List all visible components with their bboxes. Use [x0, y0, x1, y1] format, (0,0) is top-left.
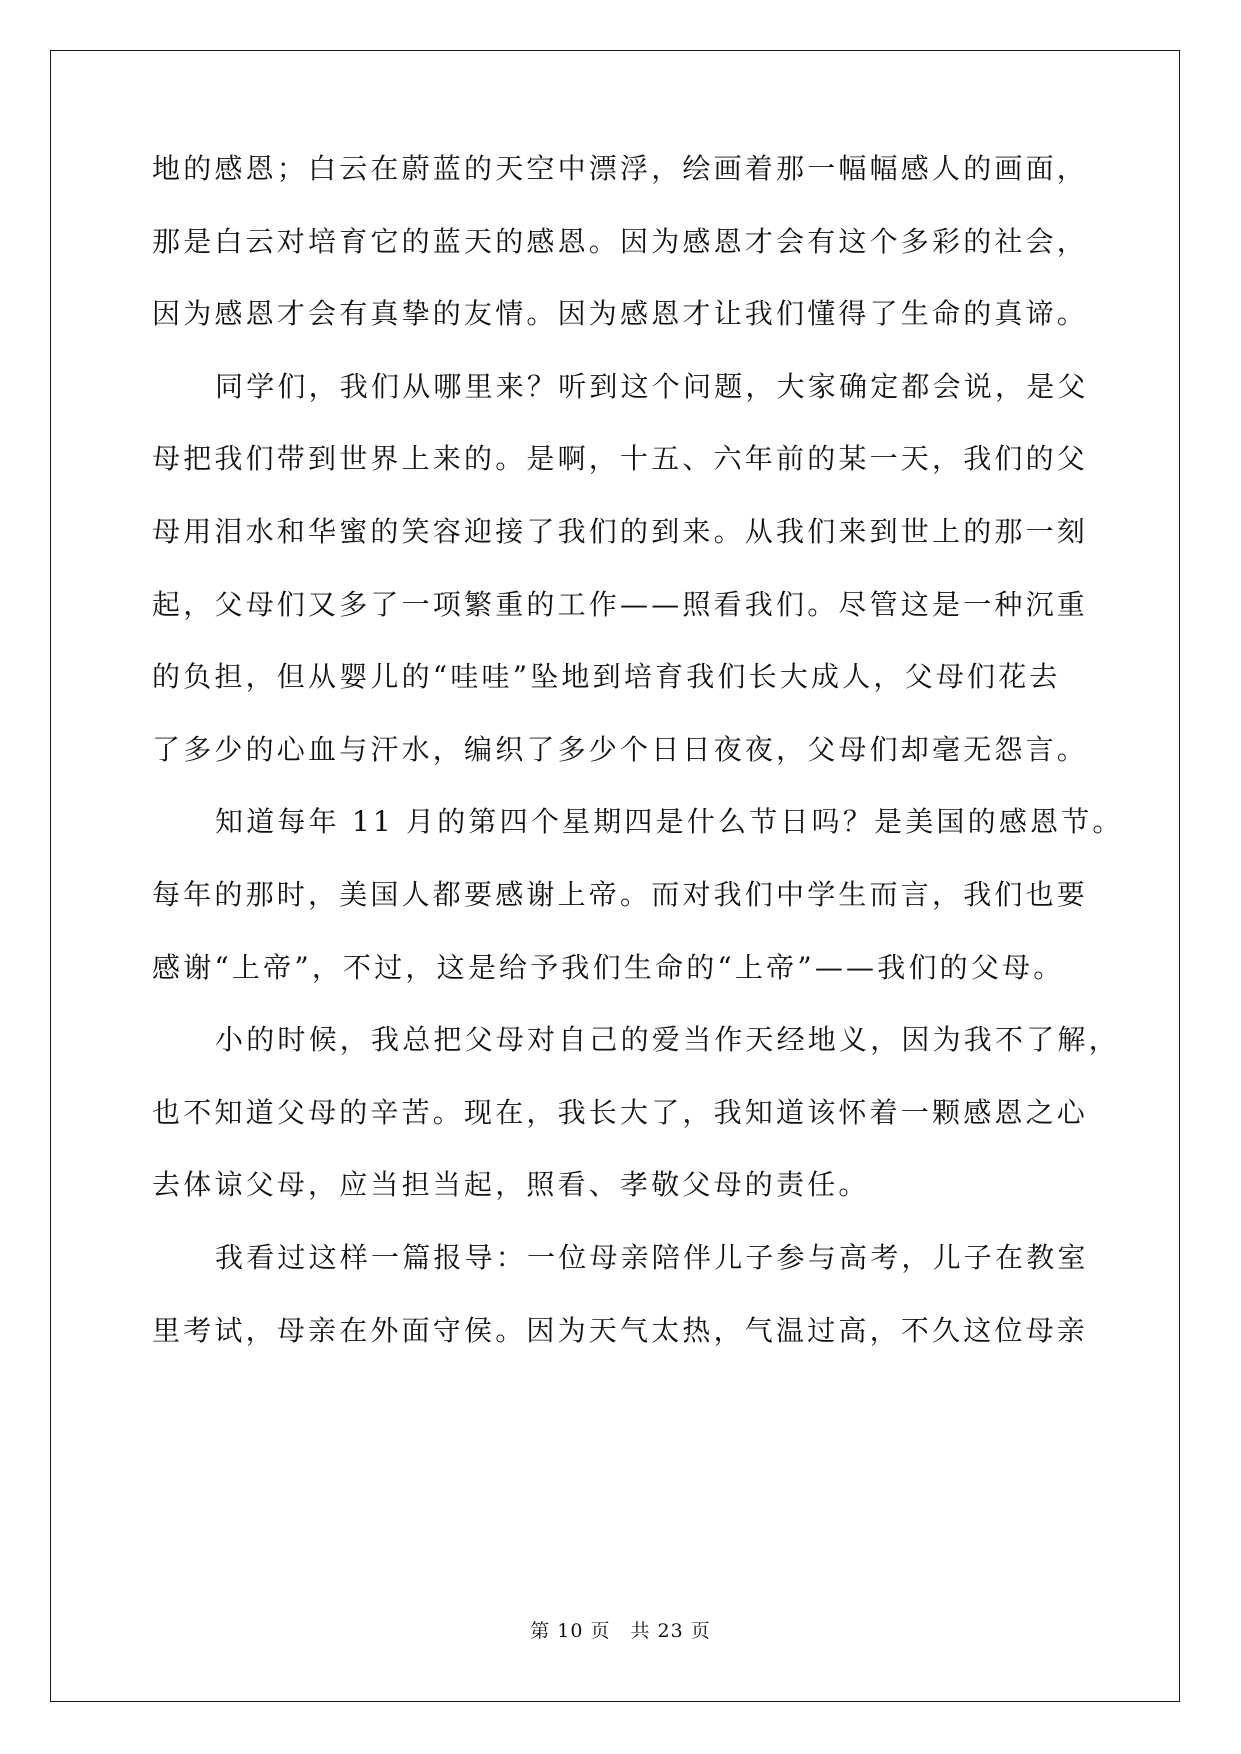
text-line: 了多少的心血与汗水，编织了多少个日日夜夜，父母们却毫无怨言。 — [152, 732, 1089, 766]
text-line: 我看过这样一篇报导：一位母亲陪伴儿子参与高考，儿子在教室 — [215, 1241, 1089, 1274]
text-line: 感谢“上帝”，不过，这是给予我们生命的“上帝”——我们的父母。 — [152, 950, 1065, 984]
text-line: 地的感恩；白云在蔚蓝的天空中漂浮，绘画着那一幅幅感人的画面， — [152, 152, 1089, 185]
text-line: 知道每年 11 月的第四个星期四是什么节日吗？是美国的感恩节。 — [215, 805, 1124, 839]
text-line: 起，父母们又多了一项繁重的工作——照看我们。尽管这是一种沉重 — [152, 587, 1089, 621]
text-line: 小的时候，我总把父母对自己的爱当作天经地义，因为我不了解， — [215, 1023, 1120, 1057]
text-line: 母把我们带到世界上来的。是啊，十五、六年前的某一天，我们的父 — [152, 442, 1089, 476]
page-number-footer: 第 10 页 共 23 页 — [530, 1620, 711, 1642]
text-line: 的负担，但从婴儿的“哇哇”坠地到培育我们长大成人，父母们花去 — [152, 660, 1061, 694]
text-line: 因为感恩才会有真挚的友情。因为感恩才让我们懂得了生命的真谛。 — [152, 297, 1089, 331]
text-line: 也不知道父母的辛苦。现在，我长大了，我知道该怀着一颗感恩之心 — [152, 1095, 1089, 1129]
text-line: 里考试，母亲在外面守侯。因为天气太热，气温过高，不久这位母亲 — [152, 1313, 1089, 1347]
text-line: 那是白云对培育它的蓝天的感恩。因为感恩才会有这个多彩的社会， — [152, 224, 1089, 258]
text-line: 同学们，我们从哪里来？听到这个问题，大家确定都会说，是父 — [215, 369, 1089, 403]
text-line: 母用泪水和华蜜的笑容迎接了我们的到来。从我们来到世上的那一刻 — [152, 515, 1089, 548]
text-line: 去体谅父母，应当担当起，照看、孝敬父母的责任。 — [152, 1168, 870, 1202]
text-line: 每年的那时，美国人都要感谢上帝。而对我们中学生而言，我们也要 — [152, 878, 1089, 911]
